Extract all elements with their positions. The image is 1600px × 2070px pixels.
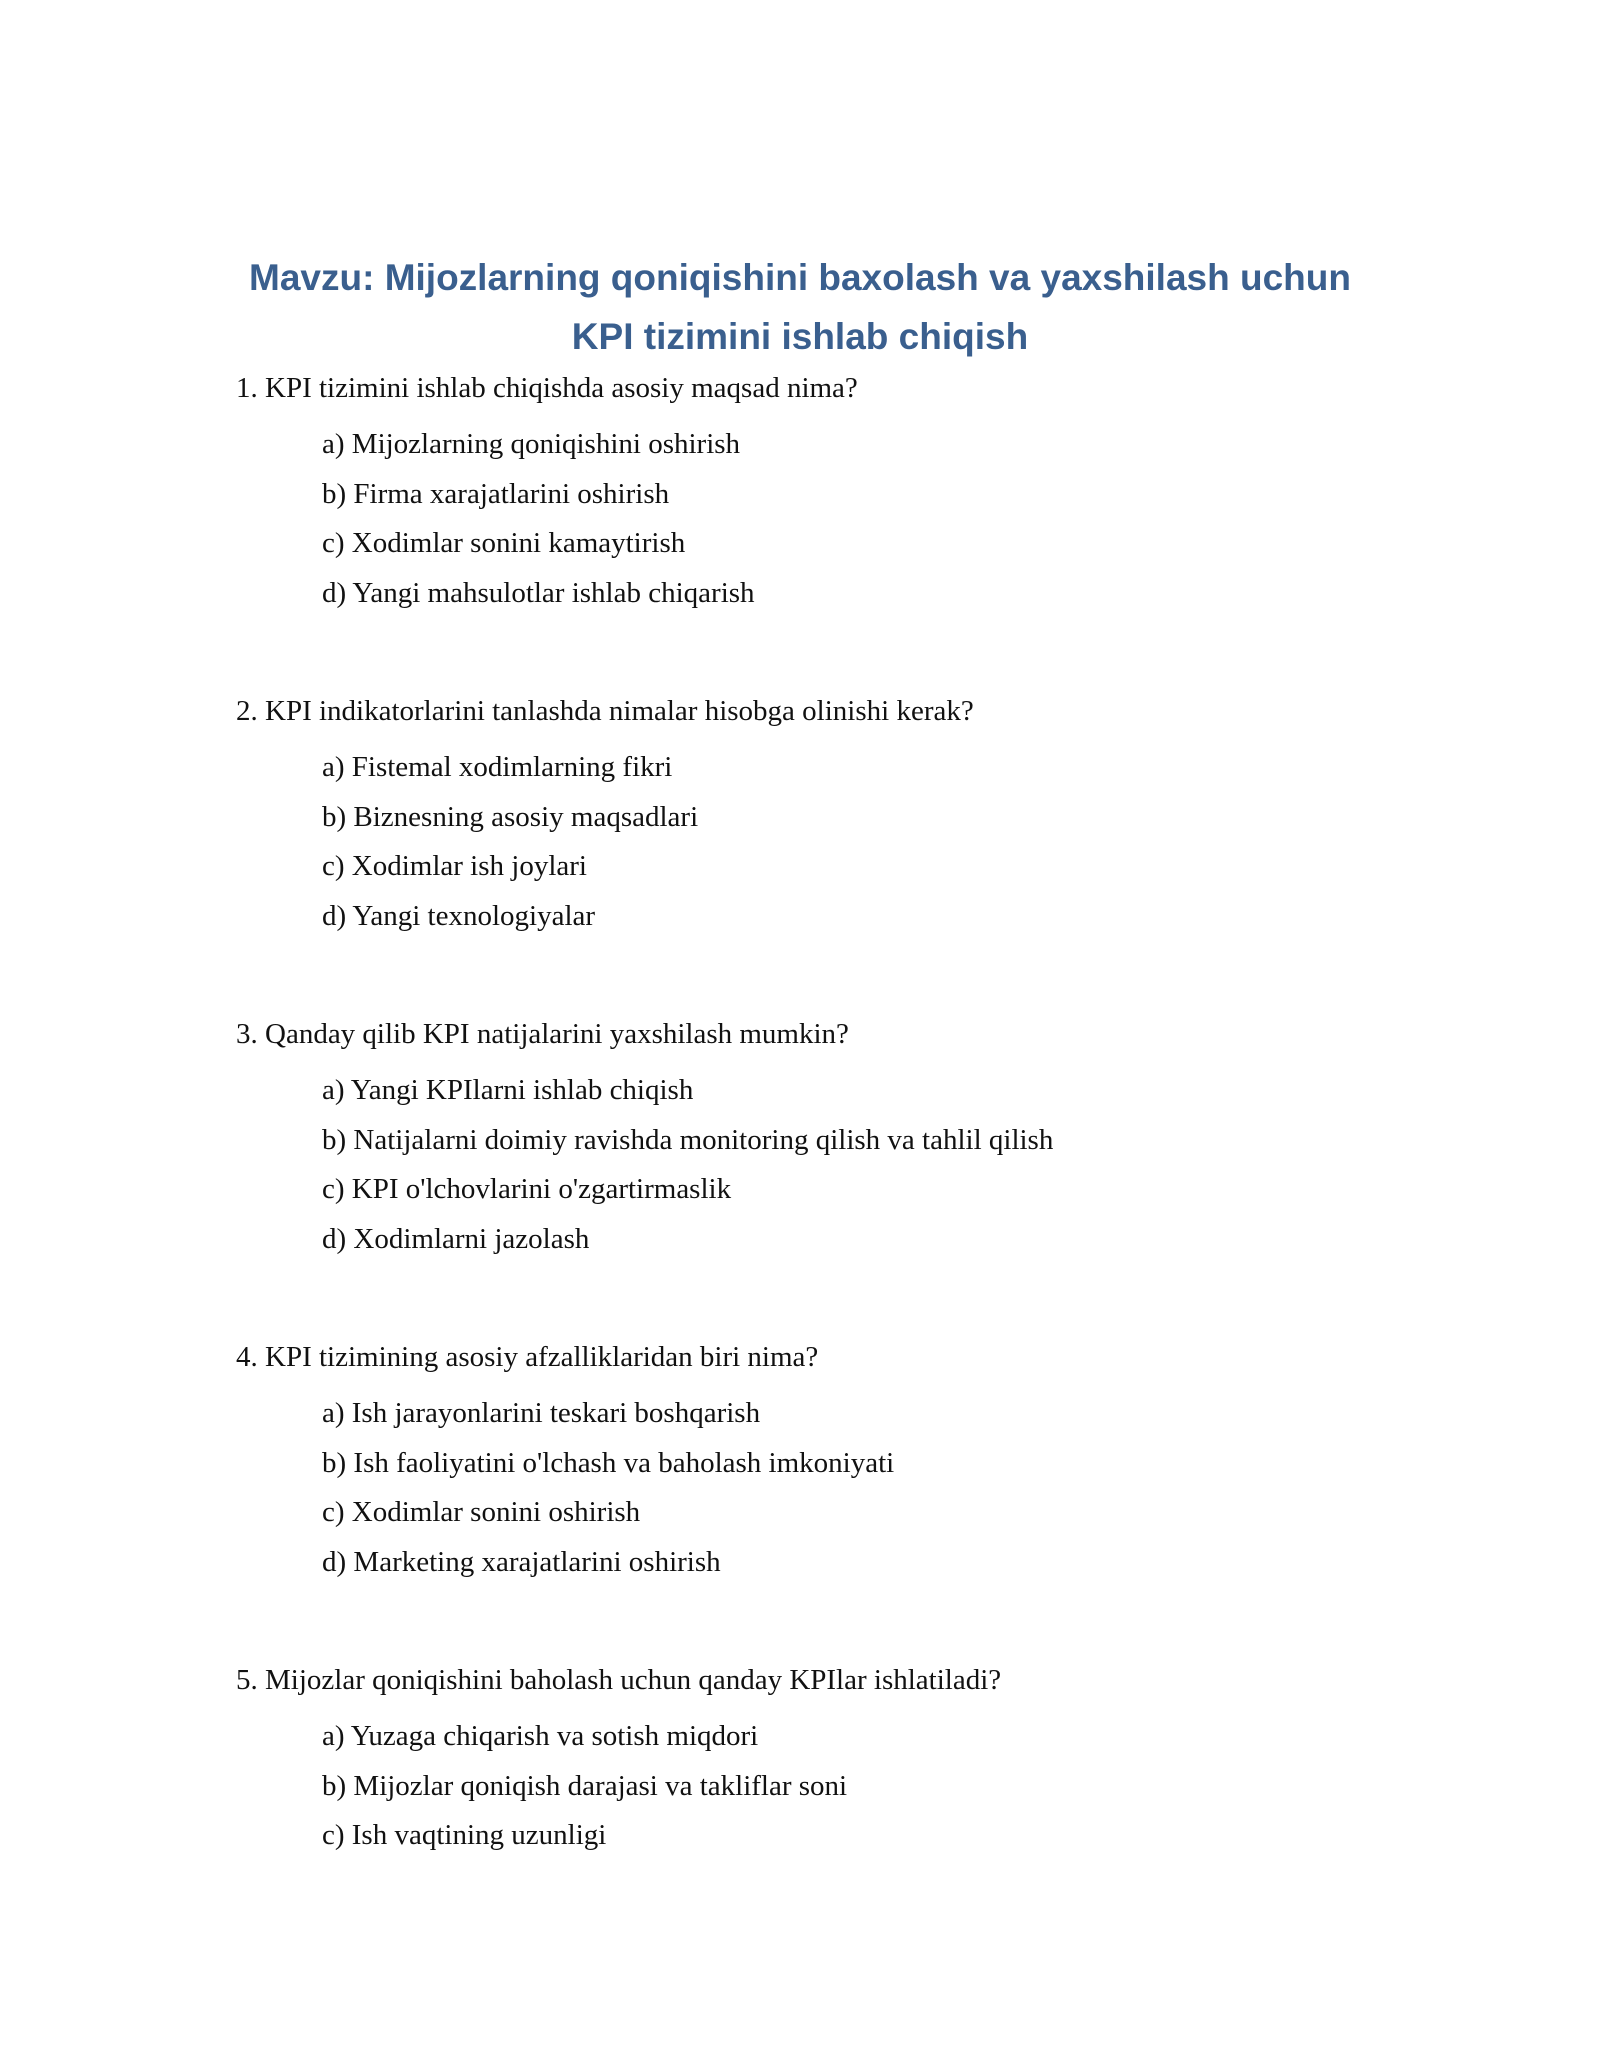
question-1-option-c: c) Xodimlar sonini kamaytirish (322, 527, 686, 559)
question-3: 3. Qanday qilib KPI natijalarini yaxshilash mumkin? (236, 1018, 849, 1050)
question-2-option-b: b) Biznesning asosiy maqsadlari (322, 800, 699, 833)
question-1-options (322, 426, 1422, 624)
question-5-option-a: a) Yuzaga chiqarish va sotish miqdori (322, 1720, 759, 1752)
question-3-option-c: c) KPI o'lchovlarini o'zgartirmaslik (322, 1173, 732, 1205)
question-1-option-a: a) Mijozlarning qoniqishini oshirish (322, 428, 741, 460)
question-4-option-b: b) Ish faoliyatini o'lchash va baholash imkoniyati (322, 1446, 895, 1479)
question-5: 5. Mijozlar qoniqishini baholash uchun qanday KPIlar ishlatiladi? (236, 1664, 1002, 1696)
question-1-option-b: b) Firma xarajatlarini oshirish (322, 477, 670, 510)
question-4-option-d: d) Marketing xarajatlarini oshirish (322, 1545, 721, 1578)
question-2: 2. KPI indikatorlarini tanlashda nimalar hisobga olinishi kerak? (236, 695, 974, 727)
question-4-option-c: c) Xodimlar sonini oshirish (322, 1496, 641, 1528)
question-3-option-a: a) Yangi KPIlarni ishlab chiqish (322, 1074, 694, 1106)
question-4-option-a: a) Ish jarayonlarini teskari boshqarish (322, 1397, 761, 1429)
question-3-option-d: d) Xodimlarni jazolash (322, 1222, 590, 1255)
title-line-1: Mavzu: Mijozlarning qoniqishini baxolash va yaxshilash uchun (249, 257, 1351, 298)
question-3-option-b: b) Natijalarni doimiy ravishda monitoring qilish va tahlil qilish (322, 1123, 1054, 1156)
question-1: 1. KPI tizimini ishlab chiqishda asosiy maqsad nima? (236, 372, 858, 404)
question-2-option-d: d) Yangi texnologiyalar (322, 899, 596, 932)
question-4: 4. KPI tizimining asosiy afzalliklaridan biri nima? (236, 1341, 819, 1373)
question-5-option-c: c) Ish vaqtining uzunligi (322, 1819, 607, 1851)
question-1-option-d: d) Yangi mahsulotlar ishlab chiqarish (322, 576, 755, 609)
question-2-options (322, 749, 1422, 947)
document-title (0, 248, 1600, 366)
question-3-options (322, 1072, 1422, 1270)
question-2-option-a: a) Fistemal xodimlarning fikri (322, 751, 673, 783)
title-line-2: KPI tizimini ishlab chiqish (571, 316, 1029, 357)
question-5-option-b: b) Mijozlar qoniqish darajasi va takliflar soni (322, 1769, 848, 1802)
question-2-option-c: c) Xodimlar ish joylari (322, 850, 587, 882)
question-5-options (322, 1718, 1422, 1867)
question-4-options (322, 1395, 1422, 1593)
